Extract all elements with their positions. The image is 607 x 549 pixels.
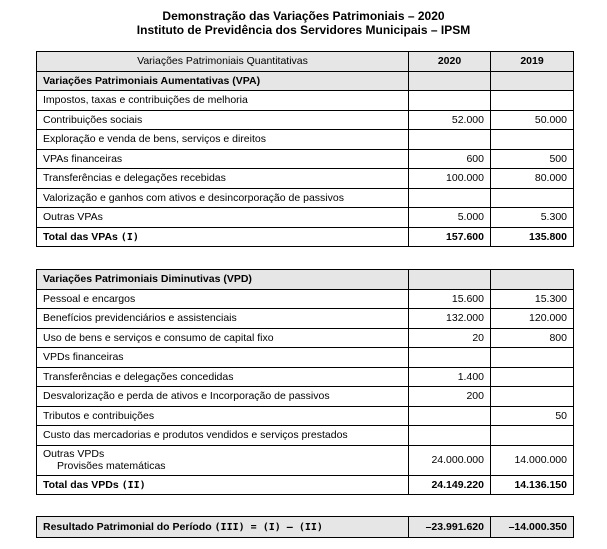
other-vpd-label-cell — [37, 445, 409, 475]
value-2019 — [491, 348, 574, 368]
value-2019 — [491, 387, 574, 407]
value-2019 — [491, 188, 574, 208]
value-2019: 15.300 — [491, 289, 574, 309]
vpd-total-row — [37, 475, 574, 495]
value-2020 — [409, 188, 491, 208]
value-2020 — [409, 406, 491, 426]
other-vpd-row — [37, 445, 574, 475]
table-row — [37, 328, 574, 348]
row-label: Pessoal e encargos — [37, 289, 409, 309]
vpd-total-2019: 14.136.150 — [491, 475, 574, 495]
value-2020: 15.600 — [409, 289, 491, 309]
table-row — [37, 367, 574, 387]
row-label: Transferências e delegações recebidas — [37, 169, 409, 189]
value-2019 — [491, 130, 574, 150]
value-2019: 800 — [491, 328, 574, 348]
value-2019: 120.000 — [491, 309, 574, 329]
table-row — [37, 406, 574, 426]
header-2020: 2020 — [409, 52, 491, 72]
value-2020: 1.400 — [409, 367, 491, 387]
table-row — [37, 188, 574, 208]
value-2020 — [409, 130, 491, 150]
value-2019: 50.000 — [491, 110, 574, 130]
result-row — [37, 517, 574, 538]
vpd-total-2020: 24.149.220 — [409, 475, 491, 495]
row-label: Transferências e delegações concedidas — [37, 367, 409, 387]
value-2019 — [491, 91, 574, 111]
row-label: Benefícios previdenciários e assistenciais — [37, 309, 409, 329]
report-title: Demonstração das Variações Patrimoniais – 2020 — [162, 9, 445, 23]
vpa-total-2020: 157.600 — [409, 227, 491, 247]
value-2019: 5.300 — [491, 208, 574, 228]
value-2019 — [491, 426, 574, 446]
value-2020: 20 — [409, 328, 491, 348]
value-2020: 132.000 — [409, 309, 491, 329]
vpa-total-row — [37, 227, 574, 247]
row-label: Uso de bens e serviços e consumo de capital fixo — [37, 328, 409, 348]
value-2019 — [491, 367, 574, 387]
table-row — [37, 387, 574, 407]
other-vpd-label: Outras VPDs — [43, 448, 105, 460]
other-vpd-sub-label: Provisões matemáticas — [57, 460, 166, 472]
vpd-section-title: Variações Patrimoniais Diminutivas (VPD) — [37, 270, 409, 290]
row-label: Outras VPAs — [37, 208, 409, 228]
row-label: Tributos e contribuições — [37, 406, 409, 426]
result-2019: –14.000.350 — [491, 517, 574, 538]
total-marker: (II) — [121, 479, 146, 491]
total-marker: (I) — [120, 231, 139, 243]
table-row — [37, 110, 574, 130]
header-label: Variações Patrimoniais Quantitativas — [37, 52, 409, 72]
value-2020: 100.000 — [409, 169, 491, 189]
value-2020: 5.000 — [409, 208, 491, 228]
vpa-section-title: Variações Patrimoniais Aumentativas (VPA) — [37, 71, 409, 91]
vpd-section-row — [37, 270, 574, 290]
result-formula: (III) = (I) – (II) — [214, 522, 323, 533]
value-2020: 600 — [409, 149, 491, 169]
row-label: VPAs financeiras — [37, 149, 409, 169]
result-label: Resultado Patrimonial do Período (III) = (I) – (II) — [37, 517, 409, 538]
value-2019: 500 — [491, 149, 574, 169]
vpa-total-label: Total das VPAs (I) — [37, 227, 409, 247]
row-label: Desvalorização e perda de ativos e Incorporação de passivos — [37, 387, 409, 407]
row-label: Impostos, taxas e contribuições de melhoria — [37, 91, 409, 111]
row-label: VPDs financeiras — [37, 348, 409, 368]
other-vpd-2020: 24.000.000 — [409, 445, 491, 475]
table-row — [37, 348, 574, 368]
table-row — [37, 426, 574, 446]
report-subtitle: Instituto de Previdência dos Servidores Municipais – IPSM — [136, 23, 471, 37]
row-label: Exploração e venda de bens, serviços e direitos — [37, 130, 409, 150]
row-label: Contribuições sociais — [37, 110, 409, 130]
value-2020 — [409, 91, 491, 111]
table-row — [37, 149, 574, 169]
result-2020: –23.991.620 — [409, 517, 491, 538]
vpd-total-label: Total das VPDs (II) — [37, 475, 409, 495]
table-row — [37, 91, 574, 111]
result-table — [36, 516, 574, 538]
table-row — [37, 130, 574, 150]
table-row — [37, 289, 574, 309]
vpa-section-row — [37, 71, 574, 91]
table-row — [37, 169, 574, 189]
value-2020: 200 — [409, 387, 491, 407]
vpa-table — [36, 51, 574, 247]
value-2020 — [409, 348, 491, 368]
header-2019: 2019 — [491, 52, 574, 72]
other-vpd-2019: 14.000.000 — [491, 445, 574, 475]
header-row — [37, 52, 574, 72]
table-row — [37, 208, 574, 228]
value-2020: 52.000 — [409, 110, 491, 130]
row-label: Custo das mercadorias e produtos vendidos e serviços prestados — [37, 426, 409, 446]
vpa-total-2019: 135.800 — [491, 227, 574, 247]
vpd-table — [36, 269, 574, 495]
table-row — [37, 309, 574, 329]
value-2020 — [409, 426, 491, 446]
row-label: Valorização e ganhos com ativos e desincorporação de passivos — [37, 188, 409, 208]
value-2019: 50 — [491, 406, 574, 426]
value-2019: 80.000 — [491, 169, 574, 189]
